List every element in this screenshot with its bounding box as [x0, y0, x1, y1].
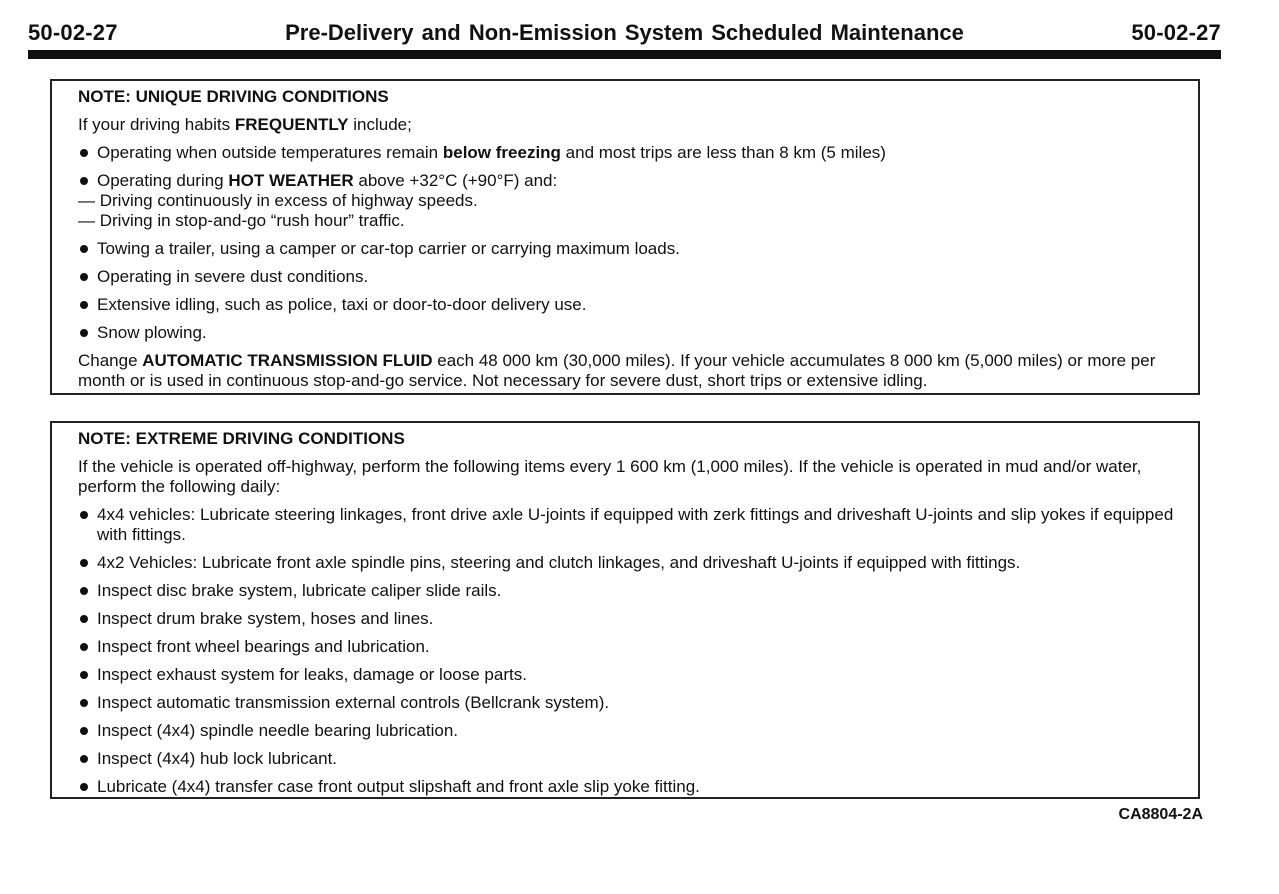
bullet-icon — [80, 643, 88, 651]
bullet-icon — [80, 559, 88, 567]
bullet-icon — [80, 671, 88, 679]
unique-list — [78, 143, 1178, 343]
bullet-icon — [80, 245, 88, 253]
unique-heading: NOTE: UNIQUE DRIVING CONDITIONS — [78, 87, 389, 106]
list-item: Towing a trailer, using a camper or car-top carrier or carrying maximum loads. — [78, 239, 1178, 259]
page-title: Pre-Delivery and Non-Emission System Scheduled Maintenance — [285, 20, 964, 45]
list-item: Inspect automatic transmission external controls (Bellcrank system). — [78, 693, 1178, 713]
list-item: Inspect (4x4) spindle needle bearing lubrication. — [78, 721, 1178, 741]
extreme-heading: NOTE: EXTREME DRIVING CONDITIONS — [78, 429, 405, 448]
bullet-icon — [80, 273, 88, 281]
list-item: Extensive idling, such as police, taxi or door-to-door delivery use. — [78, 295, 1178, 315]
bullet-icon — [80, 511, 88, 519]
bullet-icon — [80, 587, 88, 595]
extreme-intro: If the vehicle is operated off-highway, perform the following items every 1 600 km (1,000 miles). If the vehicle is operated in mud and/or water, perform the following daily: — [78, 457, 1142, 496]
list-item: Operating when outside temperatures remain below freezing and most trips are less than 8 km (5 miles) — [78, 143, 1178, 163]
bullet-icon — [80, 177, 88, 185]
bullet-icon — [80, 699, 88, 707]
bullet-icon — [80, 301, 88, 309]
list-item: Operating during HOT WEATHER above +32°C (+90°F) and: — Driving continuously in excess of highway speeds. — Driving in stop-and-go “rush hour” traffic. — [78, 171, 1178, 231]
page-header — [28, 18, 1221, 50]
figure-reference-code: CA8804-2A — [1118, 806, 1203, 823]
list-item: 4x2 Vehicles: Lubricate front axle spindle pins, steering and clutch linkages, and driveshaft U-joints if equipped with fittings. — [78, 553, 1178, 573]
sub-item: — Driving continuously in excess of highway speeds. — [78, 191, 478, 210]
bullet-icon — [80, 783, 88, 791]
list-item: Inspect disc brake system, lubricate caliper slide rails. — [78, 581, 1178, 601]
unique-conditions-box — [50, 79, 1200, 395]
list-item: Inspect drum brake system, hoses and lines. — [78, 609, 1178, 629]
bullet-icon — [80, 615, 88, 623]
extreme-conditions-box — [50, 421, 1200, 799]
bullet-icon — [80, 149, 88, 157]
list-item: Inspect (4x4) hub lock lubricant. — [78, 749, 1178, 769]
list-item: 4x4 vehicles: Lubricate steering linkages, front drive axle U-joints if equipped with zerk fittings and driveshaft U-joints and slip yokes if equipped with fittings. — [78, 505, 1178, 545]
header-rule — [28, 50, 1221, 59]
bullet-icon — [80, 329, 88, 337]
list-item: Operating in severe dust conditions. — [78, 267, 1178, 287]
page-number-right: 50-02-27 — [1131, 20, 1221, 45]
list-item: Lubricate (4x4) transfer case front output slipshaft and front axle slip yoke fitting. — [78, 777, 1178, 797]
bullet-icon — [80, 727, 88, 735]
page-number-left: 50-02-27 — [28, 20, 118, 45]
bullet-icon — [80, 755, 88, 763]
list-item: Snow plowing. — [78, 323, 1178, 343]
unique-closing: Change AUTOMATIC TRANSMISSION FLUID each 48 000 km (30,000 miles). If your vehicle accumulates 8 000 km (5,000 miles) or more per month or is used in continuous stop-and-go service. Not necessary for severe dust, short trips or extensive idling. — [78, 351, 1156, 390]
list-item: Inspect front wheel bearings and lubrication. — [78, 637, 1178, 657]
extreme-list — [78, 505, 1178, 797]
list-item: Inspect exhaust system for leaks, damage or loose parts. — [78, 665, 1178, 685]
unique-intro: If your driving habits FREQUENTLY include; — [78, 115, 412, 134]
sub-item: — Driving in stop-and-go “rush hour” traffic. — [78, 211, 405, 230]
